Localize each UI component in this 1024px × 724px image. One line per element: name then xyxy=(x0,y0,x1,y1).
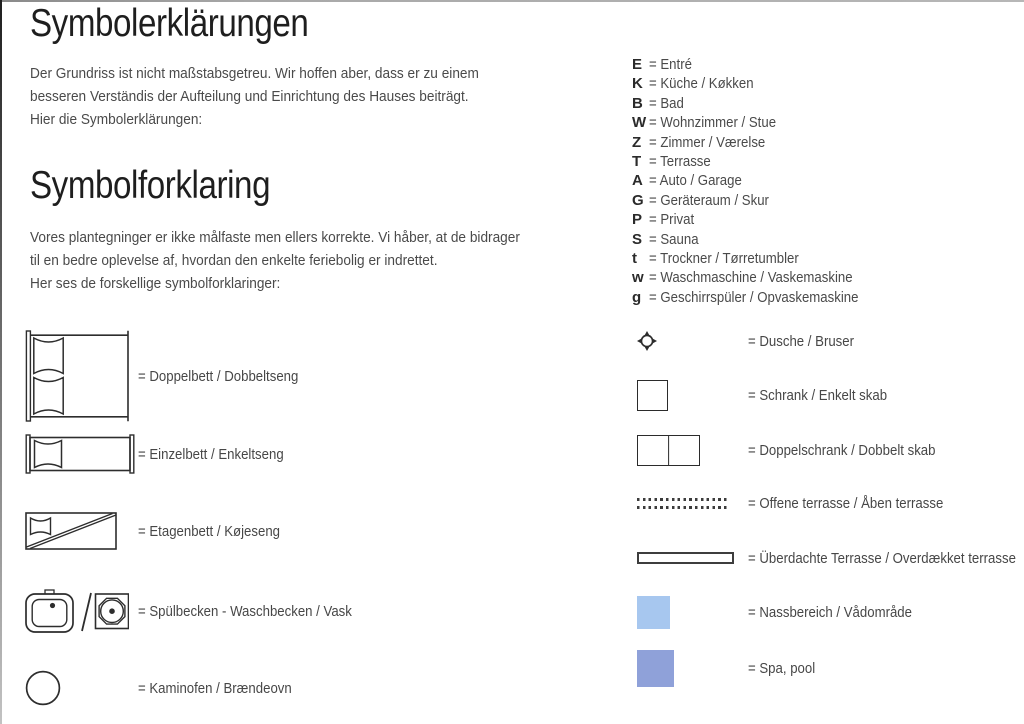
letter-value: = Geräteraum / Skur xyxy=(649,191,769,209)
legend-row-double-wardrobe xyxy=(637,435,961,466)
intro-text-danish xyxy=(30,226,520,295)
letter-row-waschmaschine xyxy=(632,268,887,287)
intro-da-line2: til en bedre oplevelse af, hvordan den enkelte feriebolig er indrettet. xyxy=(30,252,438,269)
dotted-bar xyxy=(637,498,729,501)
single-bed-label: = Einzelbett / Enkeltseng xyxy=(138,445,284,463)
single-wardrobe-label: = Schrank / Enkelt skab xyxy=(748,387,888,404)
letter-key: E xyxy=(632,56,643,73)
wardrobe-divider xyxy=(668,436,670,465)
intro-de-line1: Der Grundriss ist nicht maßstabsgetreu. Wir hoffen aber, dass er zu einem xyxy=(30,65,479,82)
legend-row-shower xyxy=(637,331,868,351)
page-title-german: Symbolerklärungen xyxy=(30,2,309,45)
double-bed-label: = Doppelbett / Dobbeltseng xyxy=(138,367,299,385)
letter-value: = Trockner / Tørretumbler xyxy=(649,250,799,268)
dotted-bar xyxy=(637,506,729,509)
legend-row-bunk-bed xyxy=(25,512,299,550)
legend-row-single-bed xyxy=(25,434,304,474)
single-wardrobe-icon xyxy=(637,380,668,411)
bunk-bed-icon xyxy=(25,512,117,550)
letter-key: B xyxy=(632,94,643,112)
letter-key: P xyxy=(632,211,643,229)
letter-legend xyxy=(632,55,887,307)
double-wardrobe-icon xyxy=(637,435,700,466)
legend-row-open-terrace xyxy=(637,495,970,512)
covered-terrace-icon xyxy=(637,552,734,564)
letter-row-entre xyxy=(632,55,887,74)
intro-da-line1: Vores plantegninger er ikke målfaste men ellers korrekte. Vi håber, at de bidrager xyxy=(30,229,520,246)
open-terrace-icon xyxy=(637,498,729,509)
bunk-bed-label: = Etagenbett / Køjeseng xyxy=(138,522,281,540)
letter-key: Z xyxy=(632,133,642,151)
letter-key: W xyxy=(632,114,647,132)
letter-row-trockner xyxy=(632,249,887,268)
wet-area-icon xyxy=(637,596,670,629)
letter-value: = Auto / Garage xyxy=(649,172,742,190)
letter-row-kueche xyxy=(632,74,887,93)
letter-row-terrasse xyxy=(632,152,887,171)
letter-row-privat xyxy=(632,210,887,229)
intro-da-line3: Her ses de forskellige symbolforklaringer: xyxy=(30,275,281,292)
letter-row-sauna xyxy=(632,230,887,249)
covered-terrace-label: = Überdachte Terrasse / Overdækket terrasse xyxy=(748,549,1016,567)
letter-row-bad xyxy=(632,94,887,113)
legend-row-sink xyxy=(25,588,381,634)
open-terrace-label: = Offene terrasse / Åben terrasse xyxy=(748,495,944,512)
single-bed-icon xyxy=(25,434,135,474)
letter-row-wohnzimmer xyxy=(632,113,887,132)
intro-de-line3: Hier die Symbolerklärungen: xyxy=(30,111,203,128)
letter-key: t xyxy=(632,250,637,268)
legend-row-spa-pool xyxy=(637,650,824,687)
letter-row-geraeteraum xyxy=(632,191,887,210)
letter-row-zimmer xyxy=(632,133,887,152)
legend-row-wet-area xyxy=(637,596,934,629)
wet-area-label: = Nassbereich / Vådområde xyxy=(748,604,912,621)
letter-value: = Waschmaschine / Vaskemaskine xyxy=(649,269,853,287)
spa-pool-icon xyxy=(637,650,674,687)
sink-washbasin-icon xyxy=(25,588,129,634)
page-title-danish: Symbolforklaring xyxy=(30,164,271,207)
spa-pool-label: = Spa, pool xyxy=(748,660,816,677)
letter-key: G xyxy=(632,191,644,209)
wood-stove-icon xyxy=(25,670,61,706)
letter-value: = Wohnzimmer / Stue xyxy=(649,114,777,132)
letter-row-geschirrspueler xyxy=(632,288,887,307)
sink-label: = Spülbecken - Waschbecken / Vask xyxy=(138,602,352,620)
shower-label: = Dusche / Bruser xyxy=(748,332,855,350)
legend-row-wood-stove xyxy=(25,670,313,706)
letter-value: = Küche / Køkken xyxy=(649,75,754,93)
page-edge-left xyxy=(0,0,2,724)
double-wardrobe-label: = Doppelschrank / Dobbelt skab xyxy=(748,442,936,459)
letter-key: K xyxy=(632,75,643,93)
legend-row-single-wardrobe xyxy=(637,380,906,411)
letter-key: g xyxy=(632,288,642,306)
legend-row-double-bed xyxy=(25,330,320,422)
letter-value: = Terrasse xyxy=(649,153,711,171)
intro-de-line2: besseren Verständis der Aufteilung und Einrichtung des Hauses beiträgt. xyxy=(30,88,469,105)
intro-text-german xyxy=(30,62,479,131)
letter-value: = Zimmer / Værelse xyxy=(649,133,766,151)
letter-value: = Bad xyxy=(649,94,684,112)
wood-stove-label: = Kaminofen / Brændeovn xyxy=(138,679,292,697)
letter-key: A xyxy=(632,172,643,190)
letter-key: T xyxy=(632,153,642,171)
letter-value: = Entré xyxy=(649,56,692,73)
letter-value: = Privat xyxy=(649,211,695,229)
letter-key: w xyxy=(632,269,644,287)
legend-row-covered-terrace xyxy=(637,549,1024,567)
letter-row-auto xyxy=(632,171,887,190)
letter-key: S xyxy=(632,230,643,248)
letter-value: = Sauna xyxy=(649,230,699,248)
letter-value: = Geschirrspüler / Opvaskemaskine xyxy=(649,288,859,306)
double-bed-icon xyxy=(25,330,131,422)
shower-icon xyxy=(637,331,657,351)
